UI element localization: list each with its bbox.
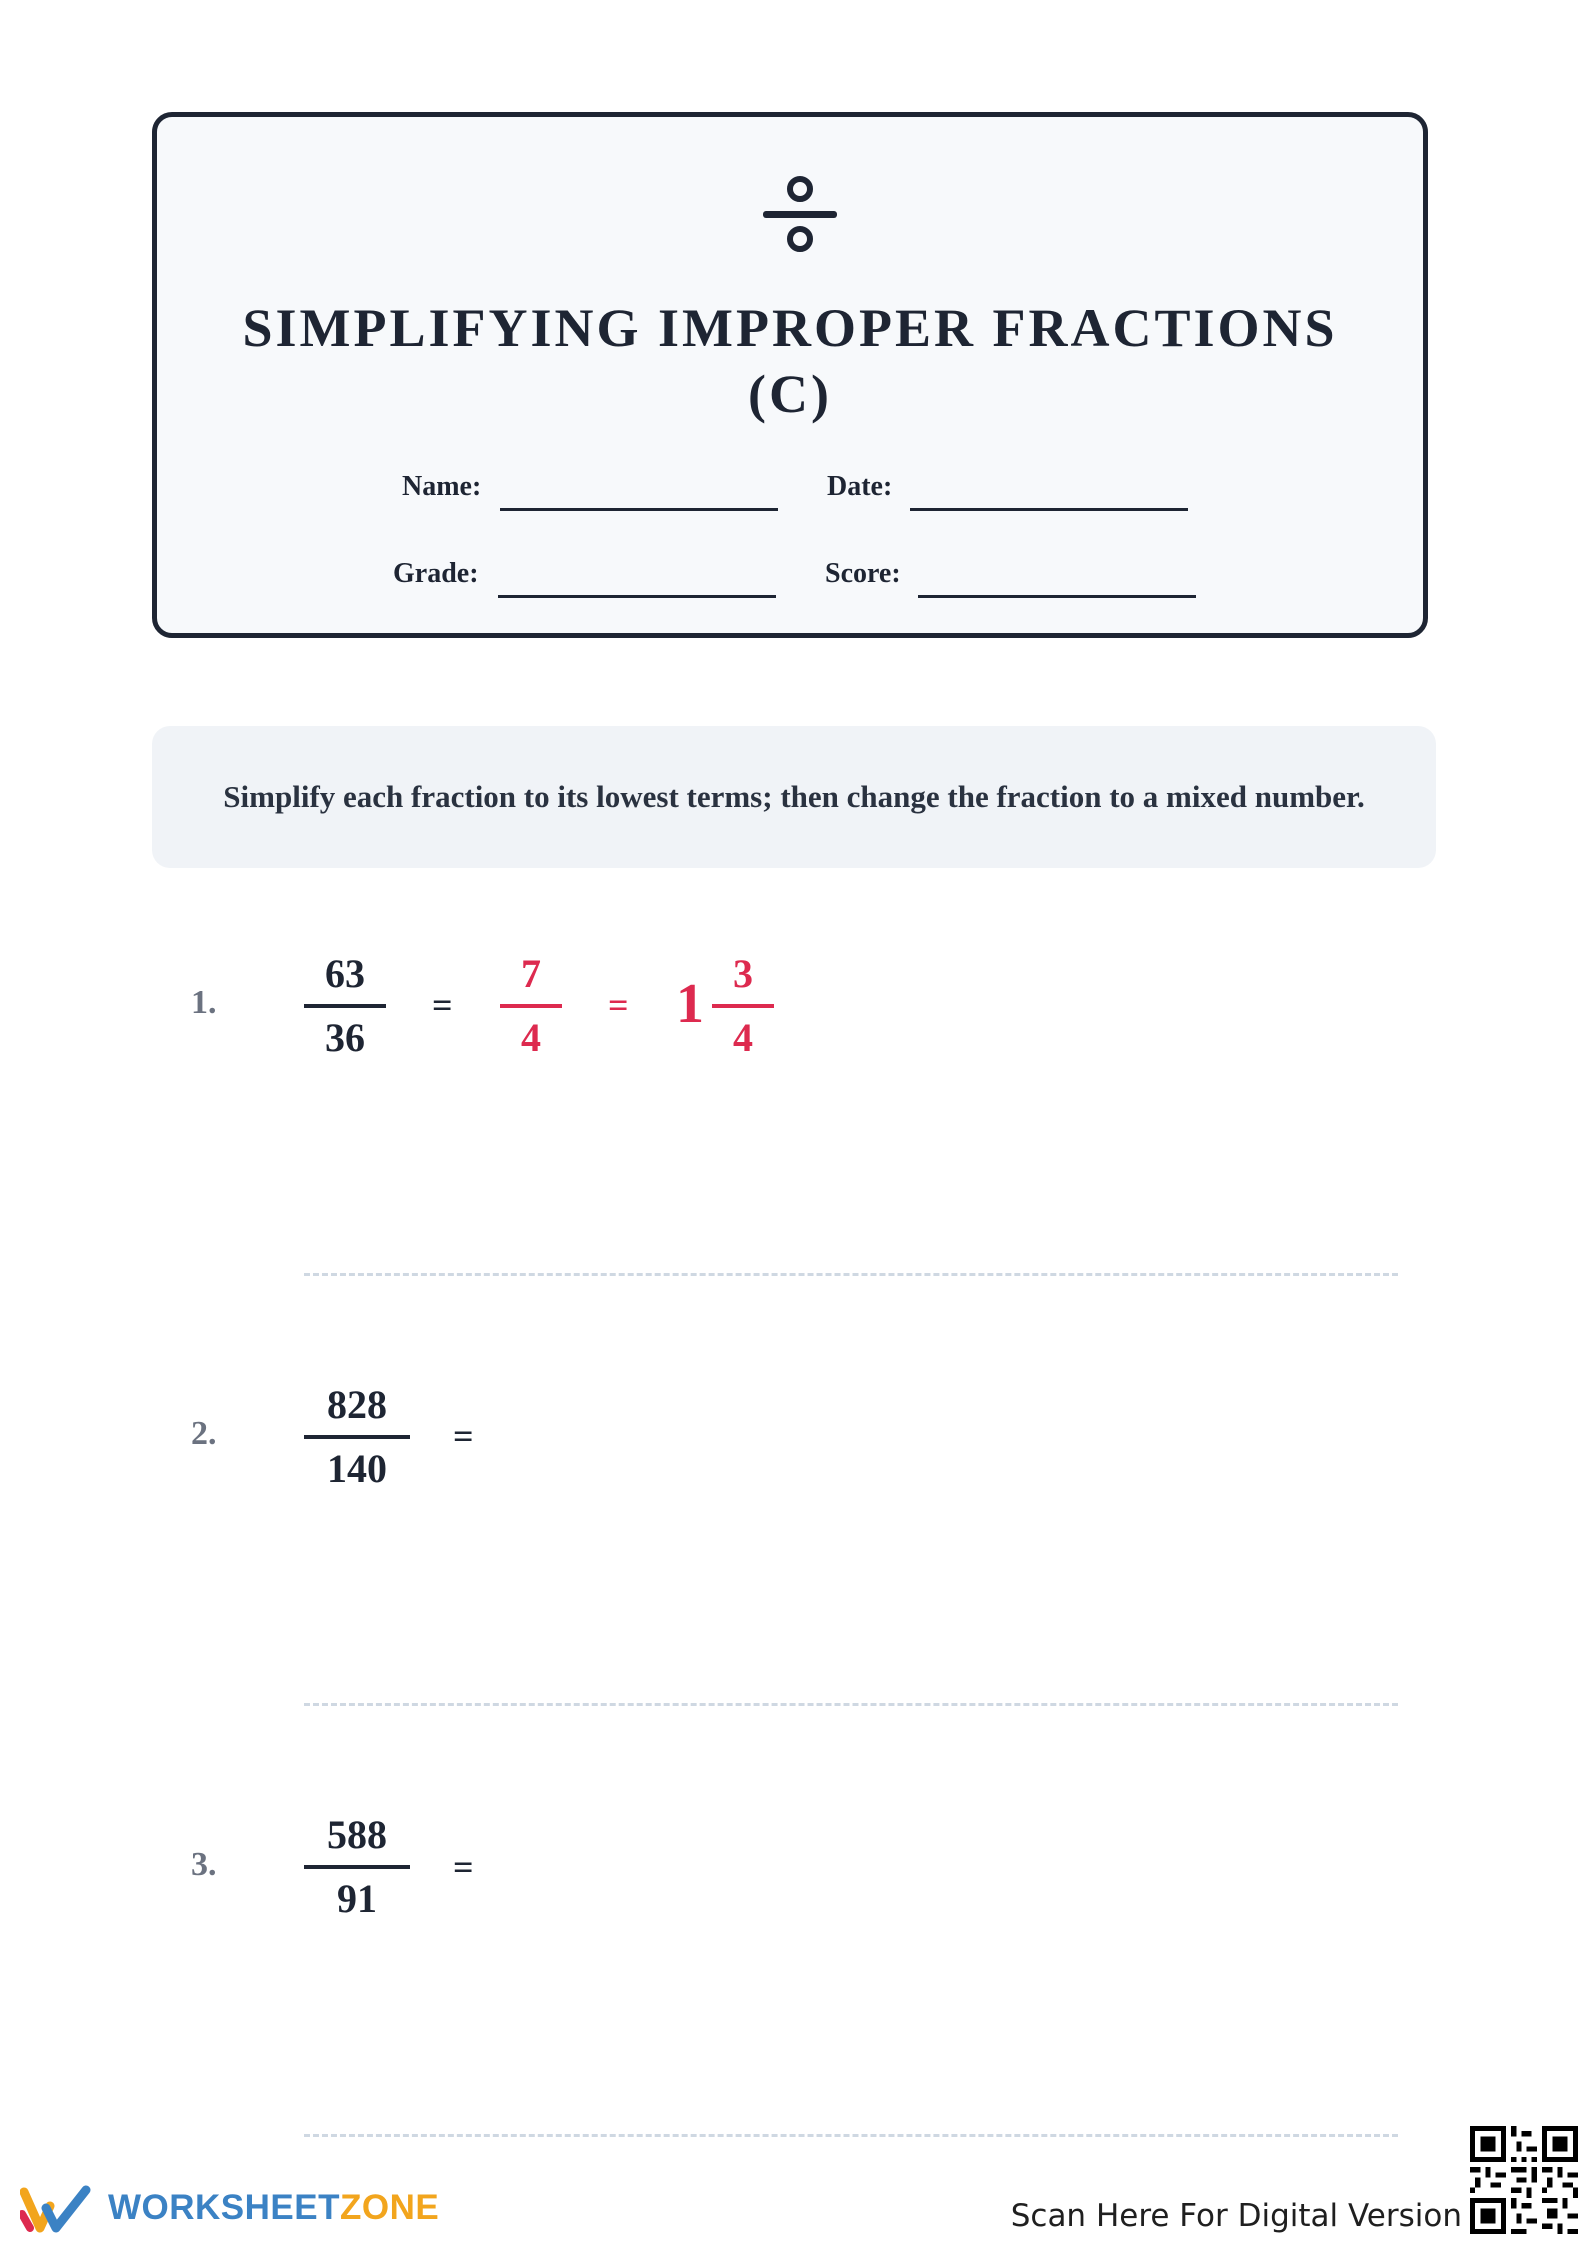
score-field[interactable] <box>825 558 901 590</box>
problem-number: 2. <box>191 1415 217 1452</box>
problem-number: 1. <box>191 984 217 1021</box>
grade-field[interactable] <box>393 558 479 590</box>
worksheetzone-logo[interactable] <box>20 2180 440 2236</box>
mixed-fraction <box>712 950 774 1062</box>
denominator: 36 <box>325 1015 365 1060</box>
problem-number: 3. <box>191 1846 217 1883</box>
fraction-bar <box>304 1435 410 1439</box>
divide-icon <box>763 175 837 253</box>
mixed-whole: 1 <box>676 973 704 1035</box>
problem-fraction <box>304 1381 410 1493</box>
numerator: 3 <box>733 951 753 996</box>
score-label: Score: <box>825 558 901 589</box>
fraction-bar <box>304 1004 386 1008</box>
fraction-bar <box>712 1004 774 1008</box>
date-line <box>910 508 1188 511</box>
denominator: 140 <box>327 1446 387 1491</box>
logo-text <box>108 2188 439 2228</box>
instructions: Simplify each fraction to its lowest terms; then change the fraction to a mixed number. <box>152 726 1436 868</box>
grade-line <box>498 595 776 598</box>
denominator: 91 <box>337 1876 377 1921</box>
name-label: Name: <box>402 471 482 502</box>
numerator: 588 <box>327 1812 387 1857</box>
answer-separator <box>304 1703 1398 1706</box>
name-field[interactable] <box>402 471 481 503</box>
grade-label: Grade: <box>393 558 479 589</box>
equals-sign: = <box>432 985 453 1025</box>
numerator: 828 <box>327 1382 387 1427</box>
qr-code-icon[interactable] <box>1470 2126 1578 2234</box>
denominator: 4 <box>521 1015 541 1060</box>
fraction-bar <box>304 1865 410 1869</box>
logo-text-part2: ZONE <box>340 2188 440 2227</box>
page-title: SIMPLIFYING IMPROPER FRACTIONS (C) <box>242 298 1338 424</box>
name-line <box>500 508 778 511</box>
worksheet-header <box>152 112 1428 638</box>
answer-separator <box>304 2134 1398 2137</box>
date-field[interactable] <box>827 471 892 503</box>
problem-fraction <box>304 1811 410 1923</box>
equals-sign: = <box>608 985 629 1025</box>
scan-caption: Scan Here For Digital Version <box>1010 2198 1462 2234</box>
fraction-bar <box>500 1004 562 1008</box>
simplified-fraction <box>500 950 562 1062</box>
logo-text-part1: WORKSHEET <box>108 2188 340 2227</box>
equals-sign: = <box>453 1847 474 1887</box>
numerator: 63 <box>325 951 365 996</box>
date-label: Date: <box>827 471 893 502</box>
equals-sign: = <box>453 1416 474 1456</box>
problem-fraction <box>304 950 386 1062</box>
logo-mark-icon <box>20 2184 96 2234</box>
answer-separator <box>304 1273 1398 1276</box>
numerator: 7 <box>521 951 541 996</box>
score-line <box>918 595 1196 598</box>
denominator: 4 <box>733 1015 753 1060</box>
